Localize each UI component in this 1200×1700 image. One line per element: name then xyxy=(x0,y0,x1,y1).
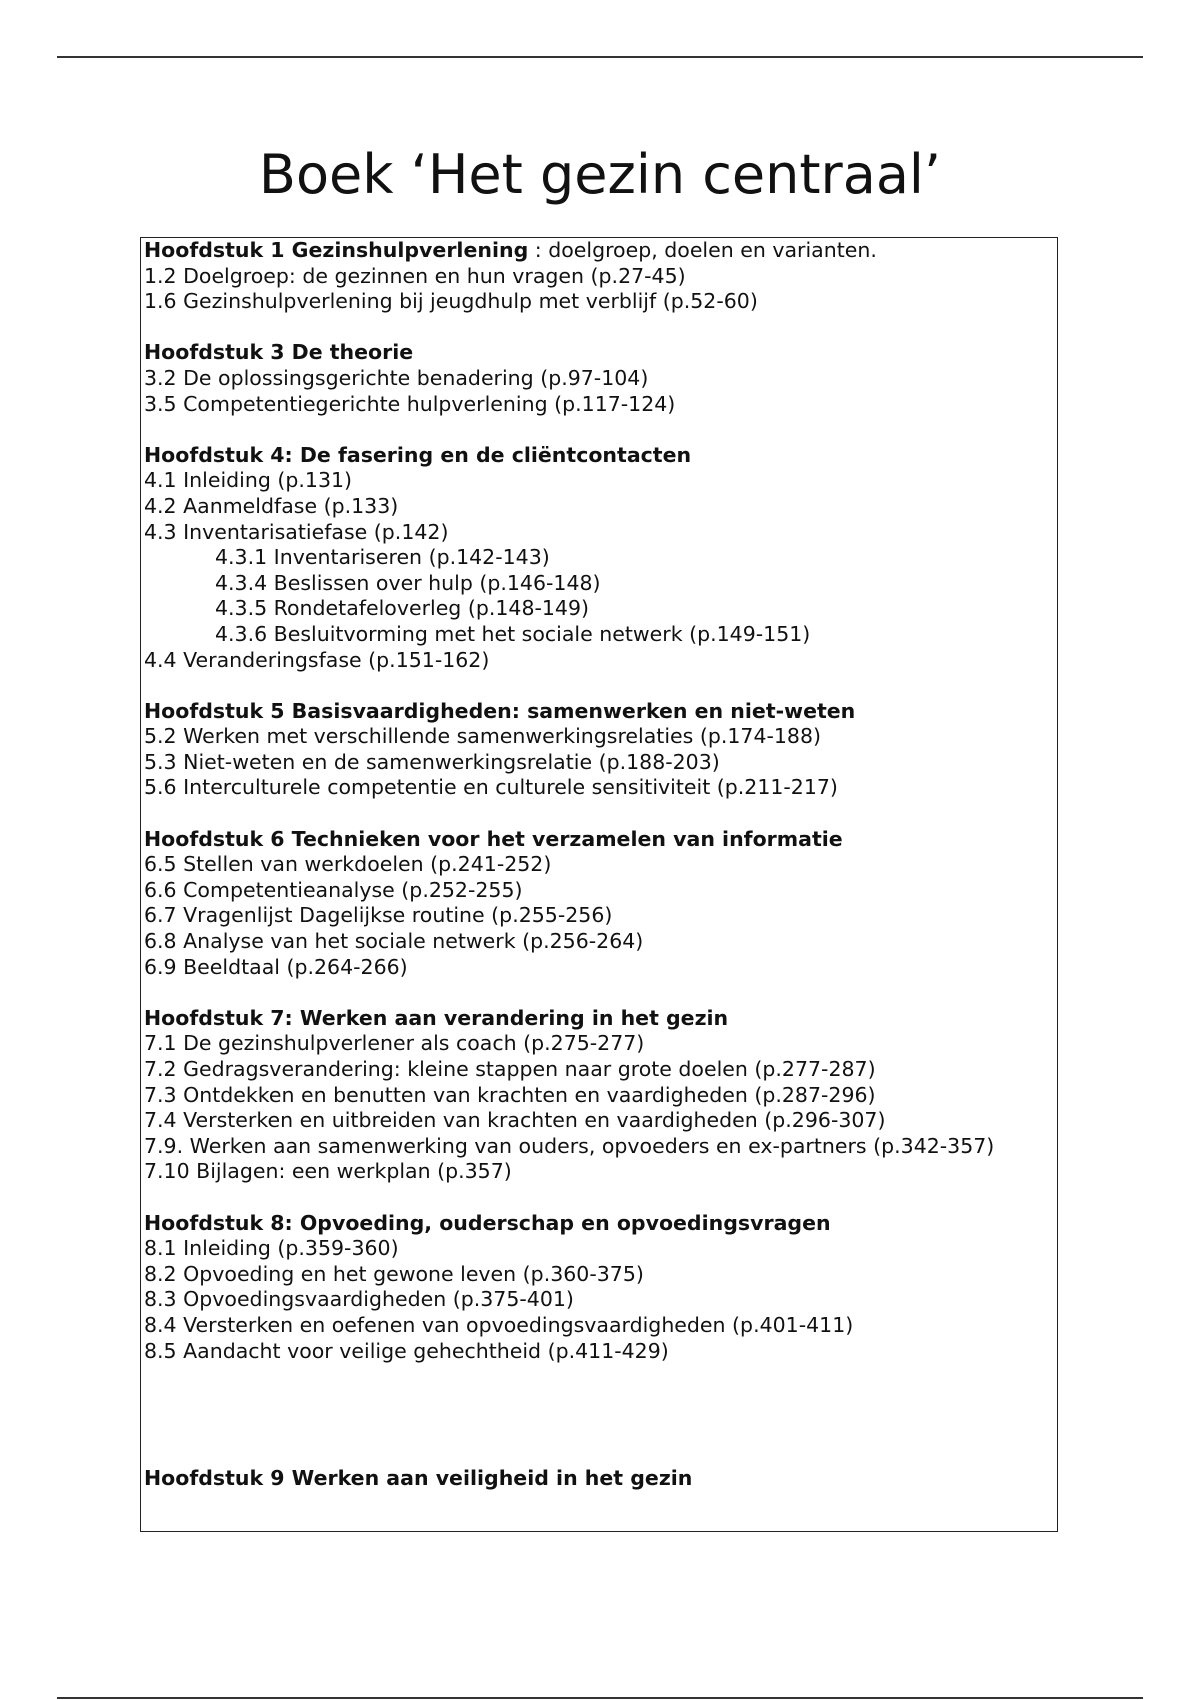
spacer xyxy=(144,980,1057,1006)
chapter-3-item: 3.2 De oplossingsgerichte benadering (p.97-104) xyxy=(144,365,649,390)
chapter-4-heading: Hoofdstuk 4: De fasering en de cliëntcontacten xyxy=(144,442,692,467)
chapter-7-heading: Hoofdstuk 7: Werken aan verandering in het gezin xyxy=(144,1005,729,1030)
chapter-7-item: 7.1 De gezinshulpverlener als coach (p.275-277) xyxy=(144,1031,645,1056)
chapter-8-item: 8.2 Opvoeding en het gewone leven (p.360-375) xyxy=(144,1261,644,1286)
chapter-8-item: 8.5 Aandacht voor veilige gehechtheid (p.411-429) xyxy=(144,1338,669,1363)
chapter-8-heading: Hoofdstuk 8: Opvoeding, ouderschap en opvoedingsvragen xyxy=(144,1210,831,1235)
chapter-8-item: 8.4 Versterken en oefenen van opvoedingsvaardigheden (p.401-411) xyxy=(144,1312,854,1337)
chapter-8-item: 8.3 Opvoedingsvaardigheden (p.375-401) xyxy=(144,1287,574,1312)
chapter-4-subitem: 4.3.4 Beslissen over hulp (p.146-148) xyxy=(215,570,601,595)
chapter-4-subitem: 4.3.1 Inventariseren (p.142-143) xyxy=(215,545,550,570)
chapter-5-item: 5.6 Interculturele competentie en culturele sensitiviteit (p.211-217) xyxy=(144,775,838,800)
chapter-6-item: 6.6 Competentieanalyse (p.252-255) xyxy=(144,877,523,902)
chapter-1-item: 1.2 Doelgroep: de gezinnen en hun vragen (p.27-45) xyxy=(144,263,686,288)
spacer xyxy=(144,417,1057,443)
spacer xyxy=(144,1185,1057,1211)
chapter-3-item: 3.5 Competentiegerichte hulpverlening (p.117-124) xyxy=(144,391,676,416)
chapter-7-item: 7.4 Versterken en uitbreiden van krachten en vaardigheden (p.296-307) xyxy=(144,1108,886,1133)
chapter-7-item: 7.3 Ontdekken en benutten van krachten en vaardigheden (p.287-296) xyxy=(144,1082,876,1107)
footer-rule xyxy=(57,1697,1143,1699)
spacer xyxy=(144,801,1057,827)
spacer xyxy=(144,1364,1057,1466)
page-title: Boek ‘Het gezin centraal’ xyxy=(258,143,942,206)
chapter-6-item: 6.5 Stellen van werkdoelen (p.241-252) xyxy=(144,852,552,877)
chapter-6-item: 6.8 Analyse van het sociale netwerk (p.256-264) xyxy=(144,929,644,954)
chapter-3-heading: Hoofdstuk 3 De theorie xyxy=(144,340,414,365)
chapter-5-item: 5.2 Werken met verschillende samenwerkingsrelaties (p.174-188) xyxy=(144,724,822,749)
chapter-6-item: 6.7 Vragenlijst Dagelijkse routine (p.255-256) xyxy=(144,903,613,928)
chapter-5-heading: Hoofdstuk 5 Basisvaardigheden: samenwerken en niet-weten xyxy=(144,698,856,723)
chapter-7-item: 7.2 Gedragsverandering: kleine stappen naar grote doelen (p.277-287) xyxy=(144,1057,876,1081)
chapter-4-item: 4.1 Inleiding (p.131) xyxy=(144,468,353,493)
chapter-4-item: 4.3 Inventarisatiefase (p.142) xyxy=(144,519,449,544)
spacer xyxy=(144,315,1057,341)
chapter-overview-box xyxy=(140,237,1058,1532)
chapter-4-subitem: 4.3.5 Rondetafeloverleg (p.148-149) xyxy=(215,596,590,621)
chapter-1-item: 1.6 Gezinshulpverlening bij jeugdhulp met verblijf (p.52-60) xyxy=(144,289,758,314)
chapter-4-subitem: 4.3.6 Besluitvorming met het sociale netwerk (p.149-151) xyxy=(215,621,811,646)
chapter-9-heading: Hoofdstuk 9 Werken aan veiligheid in het gezin xyxy=(144,1466,693,1491)
chapter-6-heading: Hoofdstuk 6 Technieken voor het verzamelen van informatie xyxy=(144,826,843,851)
chapter-8-item: 8.1 Inleiding (p.359-360) xyxy=(144,1236,399,1261)
spacer xyxy=(144,673,1057,699)
chapter-7-item: 7.10 Bijlagen: een werkplan (p.357) xyxy=(144,1159,512,1184)
chapter-6-item: 6.9 Beeldtaal (p.264-266) xyxy=(144,954,408,979)
chapter-4-item: 4.4 Veranderingsfase (p.151-162) xyxy=(144,647,490,672)
chapter-1-heading-line xyxy=(144,238,1057,264)
chapter-5-item: 5.3 Niet-weten en de samenwerkingsrelatie (p.188-203) xyxy=(144,749,720,774)
chapter-4-item: 4.2 Aanmeldfase (p.133) xyxy=(144,493,399,518)
chapter-7-item: 7.9. Werken aan samenwerking van ouders, opvoeders en ex-partners (p.342-357) xyxy=(144,1133,995,1158)
chapter-1-heading-suffix: : doelgroep, doelen en varianten. xyxy=(528,238,877,262)
chapter-1-heading: Hoofdstuk 1 Gezinshulpverlening xyxy=(144,238,529,262)
header-rule xyxy=(57,56,1143,58)
